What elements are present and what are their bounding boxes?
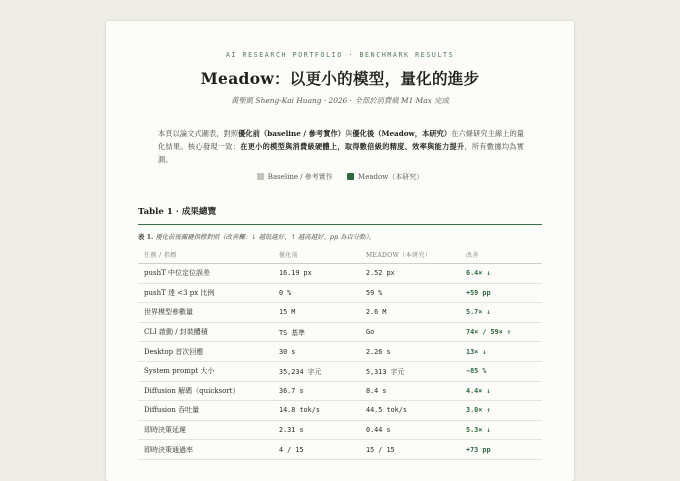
legend-label-meadow: Meadow（本研究）	[358, 173, 424, 181]
cell-metric: pushT 中位定位誤差	[138, 264, 273, 284]
cell-metric: 世界模型參數量	[138, 303, 273, 323]
cell-metric: System prompt 大小	[138, 361, 273, 381]
abstract-text-4: ，所有數據均為實測。	[158, 142, 524, 164]
report-page	[106, 21, 574, 481]
abstract-paragraph	[158, 127, 524, 166]
cell-gain: 74× / 59× ↑	[460, 322, 542, 342]
byline: 黃聖凱 Sheng-Kai Huang · 2026 · 全部於消費級 M1 Max 完成	[231, 96, 449, 105]
abstract-bold-2: 優化後（Meadow，本研究）	[352, 129, 452, 138]
cell-after: 15 / 15	[360, 440, 460, 460]
cell-metric: pushT 達 <3 px 比例	[138, 283, 273, 303]
legend-swatch-baseline	[257, 173, 264, 180]
cell-before: 0 %	[273, 283, 360, 303]
caption-text: 優化前後關鍵指標對照（改善欄：↓ 越低越好、↑ 越高越好、pp 為百分點）。	[153, 233, 376, 241]
cell-after: 59 %	[360, 283, 460, 303]
cell-before: 35,234 字元	[273, 361, 360, 381]
table-row	[138, 361, 542, 381]
cell-before: 2.31 s	[273, 420, 360, 440]
table-row	[138, 264, 542, 284]
header-before: 優化前	[273, 245, 360, 264]
abstract-bold-3: 在更小的模型與消費級硬體上，取得數倍級的精度、效率與能力提升	[240, 142, 465, 151]
cell-gain: 6.4× ↓	[460, 264, 542, 284]
table-caption	[138, 232, 542, 241]
cell-after: 0.44 s	[360, 420, 460, 440]
cell-after: 5,313 字元	[360, 361, 460, 381]
results-table	[138, 245, 542, 460]
header-gain: 改善	[460, 245, 542, 264]
cell-metric: Desktop 首次回應	[138, 342, 273, 362]
legend-label-baseline: Baseline / 參考實作	[267, 173, 333, 181]
cell-before: 30 s	[273, 342, 360, 362]
caption-label: 表 1.	[138, 233, 154, 241]
cell-metric: Diffusion 吞吐量	[138, 401, 273, 421]
cell-after: 44.5 tok/s	[360, 401, 460, 421]
abstract-text-2: 與	[345, 129, 353, 138]
cell-after: 8.4 s	[360, 381, 460, 401]
cell-gain: −85 %	[460, 361, 542, 381]
table-row	[138, 322, 542, 342]
cell-before: 16.19 px	[273, 264, 360, 284]
table-header-row	[138, 245, 542, 264]
header-metric: 任務 / 指標	[138, 245, 273, 264]
table-row	[138, 283, 542, 303]
cell-metric: 即時決策延遲	[138, 420, 273, 440]
header-after: MEADOW（本研究）	[360, 245, 460, 264]
cell-before: TS 基準	[273, 322, 360, 342]
legend-item-meadow	[347, 173, 423, 181]
cell-gain: 13× ↓	[460, 342, 542, 362]
legend-item-baseline	[257, 173, 333, 181]
cell-gain: 4.4× ↓	[460, 381, 542, 401]
cell-after: 2.52 px	[360, 264, 460, 284]
cell-gain: 3.0× ↑	[460, 401, 542, 421]
cell-before: 14.8 tok/s	[273, 401, 360, 421]
cell-before: 4 / 15	[273, 440, 360, 460]
table-body	[138, 264, 542, 460]
abstract-text-1: 本頁以論文式圖表，對照	[158, 129, 239, 138]
legend	[106, 172, 574, 182]
table-row	[138, 401, 542, 421]
cell-after: Go	[360, 322, 460, 342]
table-row	[138, 342, 542, 362]
cell-before: 15 M	[273, 303, 360, 323]
cell-before: 36.7 s	[273, 381, 360, 401]
kicker-text: AI RESEARCH PORTFOLIO · BENCHMARK RESULTS	[225, 51, 455, 59]
page-title: Meadow：以更小的模型，量化的進步	[200, 69, 480, 88]
cell-metric: 即時決策通過率	[138, 440, 273, 460]
table-row	[138, 440, 542, 460]
cell-gain: 5.7× ↓	[460, 303, 542, 323]
abstract-bold-1: 優化前（baseline / 參考實作）	[238, 129, 346, 138]
section-heading: Table 1 · 成果總覽	[138, 205, 542, 225]
cell-gain: +59 pp	[460, 283, 542, 303]
cell-after: 2.6 M	[360, 303, 460, 323]
legend-swatch-meadow	[347, 173, 354, 180]
cell-gain: +73 pp	[460, 440, 542, 460]
cell-gain: 5.3× ↓	[460, 420, 542, 440]
cell-after: 2.26 s	[360, 342, 460, 362]
table-row	[138, 381, 542, 401]
table-row	[138, 420, 542, 440]
cell-metric: Diffusion 解碼（quicksort）	[138, 381, 273, 401]
table-row	[138, 303, 542, 323]
cell-metric: CLI 啟動 / 封裝體積	[138, 322, 273, 342]
abstract-text-3: 在六條研究主線上的量化結果。核心發現一致：	[158, 129, 524, 151]
